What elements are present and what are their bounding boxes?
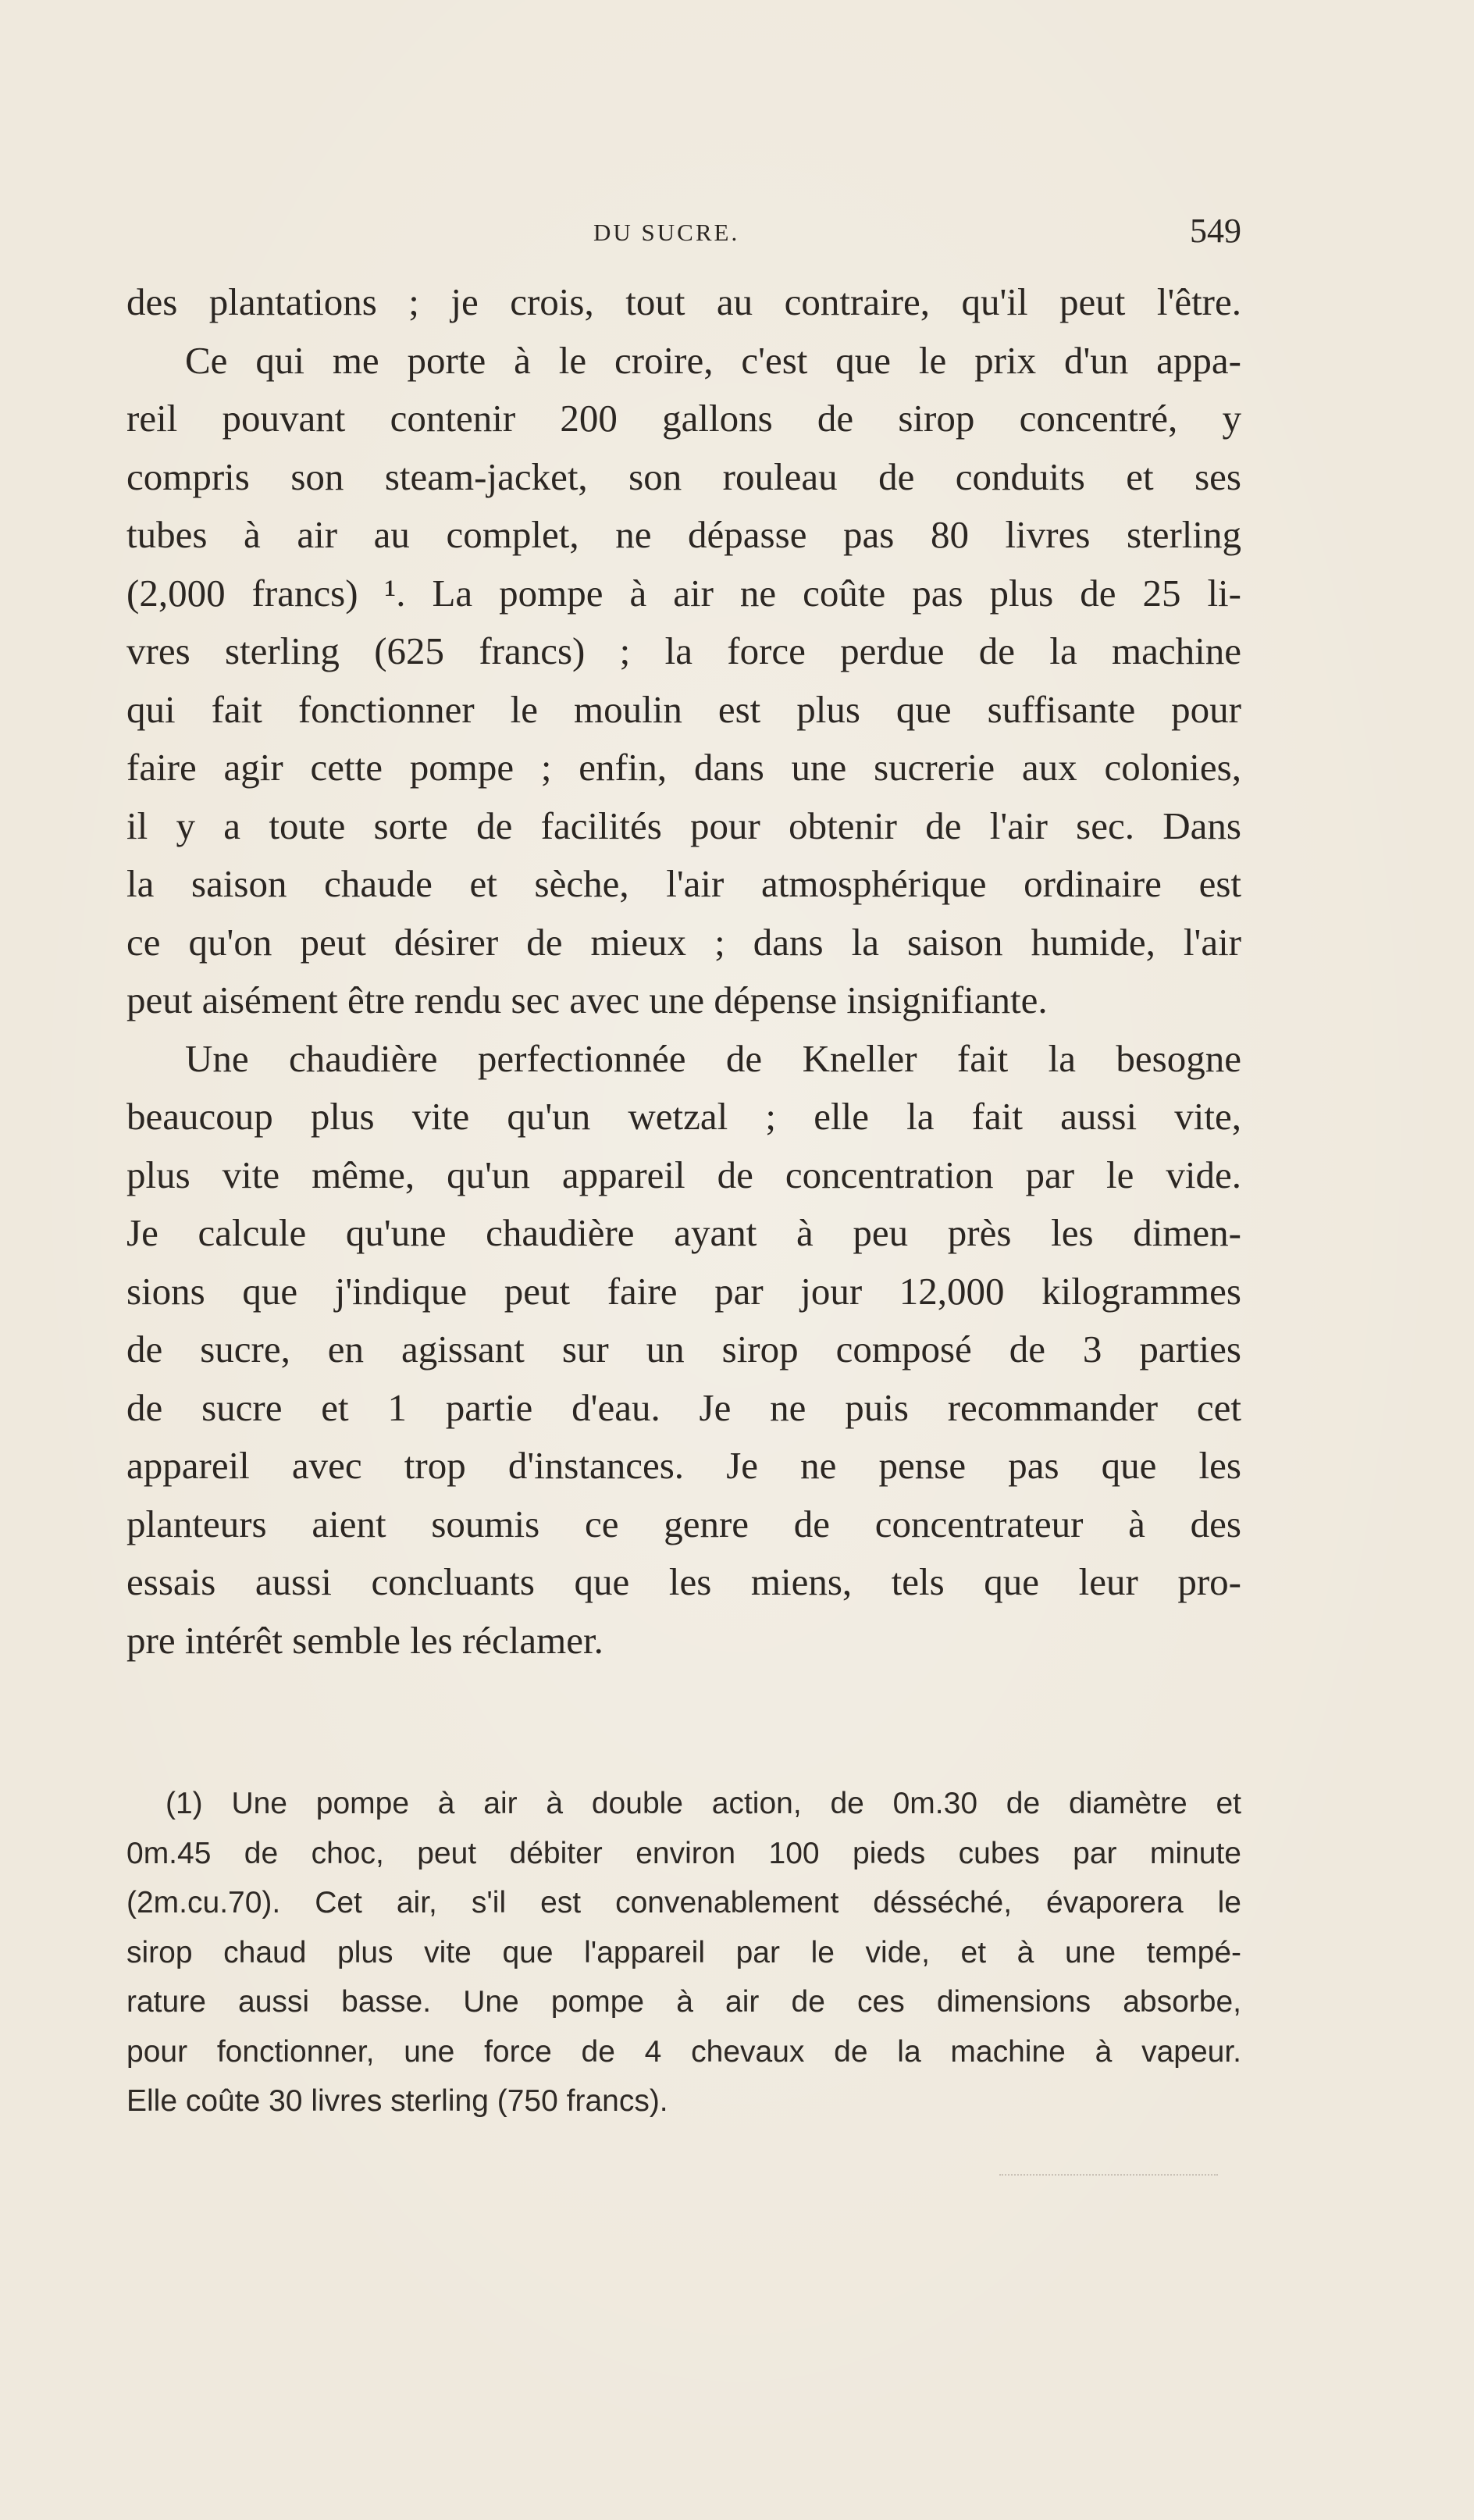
text-line: des plantations ; je crois, tout au contraire, qu'il peut l'être. xyxy=(126,280,1241,323)
text-line: plus vite même, qu'un appareil de concentration par le vide. xyxy=(126,1153,1241,1196)
text-line: Ce qui me porte à le croire, c'est que le prix d'un appa- xyxy=(185,338,1241,382)
text-line: peut aisément être rendu sec avec une dépense insignifiante. xyxy=(126,978,1048,1021)
footnote-line: (1) Une pompe à air à double action, de 0m.30 de diamètre et xyxy=(166,1787,1241,1820)
text-line: de sucre, en agissant sur un sirop composé de 3 parties xyxy=(126,1328,1241,1370)
text-line: compris son steam-jacket, son rouleau de conduits et ses xyxy=(126,454,1241,498)
text-line: pre intérêt semble les réclamer. xyxy=(126,1618,603,1662)
text-line: beaucoup plus vite qu'un wetzal ; elle la fait aussi vite, xyxy=(126,1095,1241,1138)
end-mark xyxy=(999,2163,1218,2176)
page-number: 549 xyxy=(1190,212,1241,250)
text-line: la saison chaude et sèche, l'air atmosphérique ordinaire est xyxy=(126,862,1241,905)
running-head xyxy=(125,211,1241,258)
footnote-line: sirop chaud plus vite que l'appareil par le vide, et à une tempé- xyxy=(126,1935,1241,1969)
footnote-line: Elle coûte 30 livres sterling (750 francs). xyxy=(126,2084,668,2118)
text-line: appareil avec trop d'instances. Je ne pense pas que les xyxy=(126,1444,1241,1487)
text-line: de sucre et 1 partie d'eau. Je ne puis recommander cet xyxy=(126,1385,1241,1429)
text-line: essais aussi concluants que les miens, tels que leur pro- xyxy=(126,1560,1241,1603)
body-text xyxy=(126,273,1241,1670)
text-line: vres sterling (625 francs) ; la force perdue de la machine xyxy=(126,629,1241,672)
text-line: sions que j'indique peut faire par jour 12,000 kilogrammes xyxy=(126,1269,1241,1313)
footnote-line: (2m.cu.70). Cet air, s'il est convenablement désséché, évaporera le xyxy=(126,1886,1241,1919)
text-line: (2,000 francs) ¹. La pompe à air ne coûte pas plus de 25 li- xyxy=(126,571,1241,615)
text-line: faire agir cette pompe ; enfin, dans une sucrerie aux colonies, xyxy=(126,746,1241,789)
text-line: qui fait fonctionner le moulin est plus que suffisante pour xyxy=(126,687,1241,731)
footnote xyxy=(126,1779,1241,2126)
text-line: il y a toute sorte de facilités pour obtenir de l'air sec. Dans xyxy=(126,804,1241,847)
footnote-line: rature aussi basse. Une pompe à air de ces dimensions absorbe, xyxy=(126,1985,1241,2019)
text-line: planteurs aient soumis ce genre de concentrateur à des xyxy=(126,1502,1241,1545)
text-line: tubes à air au complet, ne dépasse pas 80 livres sterling xyxy=(126,513,1241,556)
footnote-line: pour fonctionner, une force de 4 chevaux de la machine à vapeur. xyxy=(126,2034,1241,2069)
running-title: DU SUCRE. xyxy=(593,219,740,246)
text-line: Une chaudière perfectionnée de Kneller fait la besogne xyxy=(185,1036,1241,1080)
text-line: Je calcule qu'une chaudière ayant à peu près les dimen- xyxy=(126,1211,1241,1254)
footnote-line: 0m.45 de choc, peut débiter environ 100 pieds cubes par minute xyxy=(126,1836,1241,1870)
text-line: ce qu'on peut désirer de mieux ; dans la saison humide, l'air xyxy=(126,920,1241,964)
text-line: reil pouvant contenir 200 gallons de sirop concentré, y xyxy=(126,397,1241,440)
